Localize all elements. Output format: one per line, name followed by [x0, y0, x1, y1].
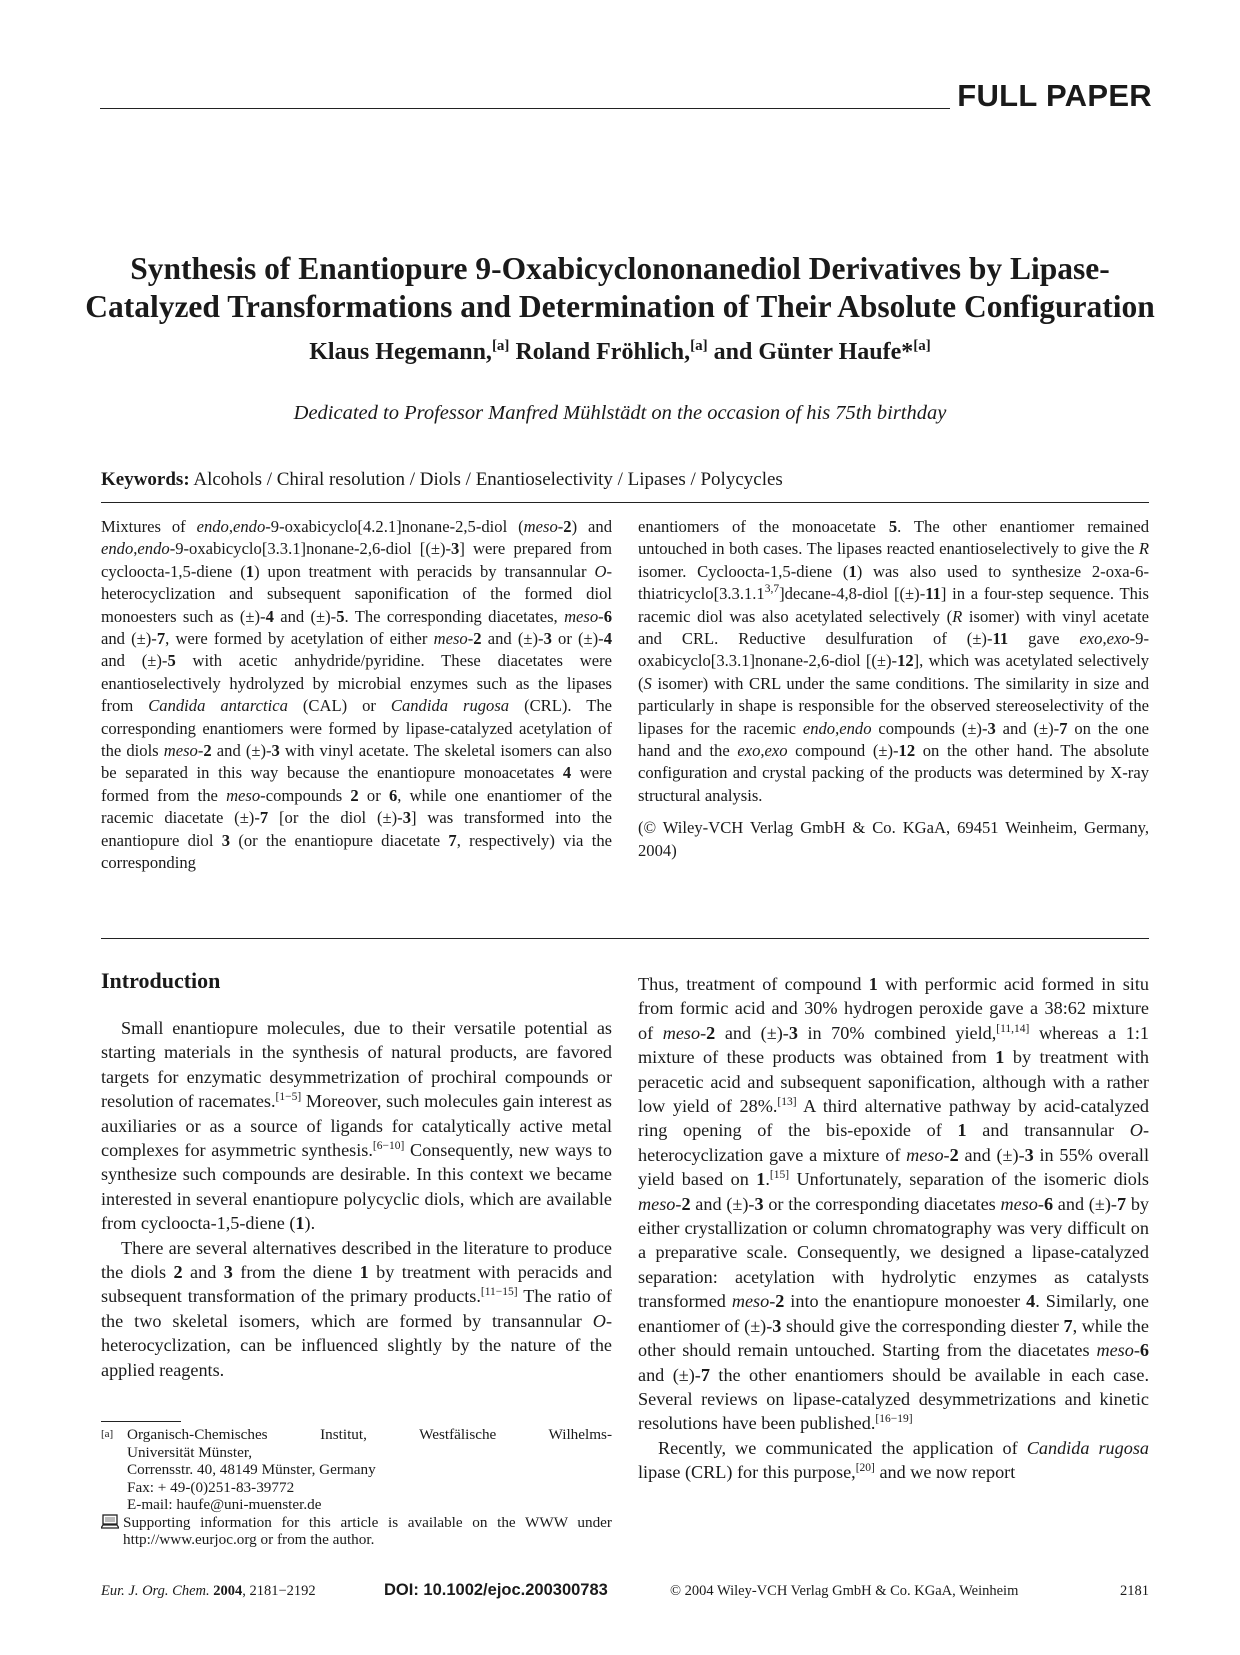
footer-journal: Eur. J. Org. Chem.	[101, 1583, 210, 1599]
author-name: Roland Fröhlich,	[515, 339, 691, 365]
author-name: Klaus Hegemann,	[309, 339, 492, 365]
author-list	[0, 338, 1240, 366]
computer-icon	[101, 1514, 123, 1549]
author-connector: and	[713, 339, 753, 365]
body-paragraph: Thus, treatment of compound 1 with performic acid formed in situ from formic acid and 30% hydrogen peroxide gave a 38:62 mixture of meso-2 and (±)-3 in 70% combined yield,[11,14] whereas a 1:1 mixture of these products was obtained from 1 by treatment with peracetic acid and subsequent saponification, although with a rather low yield of 28%.[13] A third alternative pathway by acid-catalyzed ring opening of the bis-epoxide of 1 and transannular O-heterocyclization gave a mixture of meso-2 and (±)-3 in 55% overall yield based on 1.[15] Unfortunately, separation of the isomeric diols meso-2 and (±)-3 or the corresponding diacetates meso-6 and (±)-7 by either crystallization or column chromatography was very difficult on a preparative scale. Consequently, we designed a lipase-catalyzed separation: acetylation with hydrolytic enzymes as catalysts transformed meso-2 into the enantiopure monoester 4. Similarly, one enantiomer of (±)-3 should give the corresponding diester 7, while the other should remain untouched. Starting from the diacetates meso-6 and (±)-7 the other enantiomers should be available in each case. Several reviews on lipase-catalyzed desymmetrizations and kinetic resolutions have been published.[16−19]	[638, 974, 1150, 1434]
body-paragraph: Small enantiopure molecules, due to their versatile potential as starting materials in the synthesis of natural products, are favored targets for enzymatic desymmetrization of prochiral compounds or resolution of racemates.[1−5] Moreover, such molecules gain interest as auxiliaries or as a source of ligands for catalytically active metal complexes for asymmetric synthesis.[6−10] Consequently, new ways to synthesize such compounds are desirable. In this context we became interested in several enantiopure polycyclic diols, which are available from cycloocta-1,5-diene (1).	[101, 1018, 612, 1234]
abstract-column-left	[101, 516, 612, 875]
article-title	[80, 250, 1160, 326]
footer-copyright: © 2004 Wiley-VCH Verlag GmbH & Co. KGaA, Weinheim	[670, 1583, 1019, 1599]
footnote-line: Corrensstr. 40, 48149 Münster, Germany	[127, 1461, 376, 1478]
footnote-line: Organisch-Chemisches Institut, Westfälische Wilhelms-	[127, 1426, 612, 1443]
abstract-copyright: (© Wiley-VCH Verlag GmbH & Co. KGaA, 69451 Weinheim, Germany, 2004)	[638, 818, 1149, 860]
page-number: 2181	[1120, 1583, 1149, 1599]
dedication: Dedicated to Professor Manfred Mühlstädt on the occasion of his 75th birthday	[293, 402, 947, 424]
abstract-paragraph: enantiomers of the monoacetate 5. The other enantiomer remained untouched in both cases. The lipases reacted enantioselectively to give the R isomer. Cycloocta-1,5-diene (1) was also used to synthesize 2-oxa-6-thiatricyclo[3.3.1.1$^{3,7}$]decane-4,8-diol [(±)-11] in a four-step sequence. This racemic diol was also acetylated selectively (R isomer) with vinyl acetate and CRL. Reductive desulfuration of (±)-11 gave exo,exo-9-oxabicyclo[3.3.1]nonane-2,6-diol [(±)-12], which was acetylated selectively (S isomer) with CRL under the same conditions. The similarity in size and particularly in shape is responsible for the observed stereoselectivity of the lipases for the racemic endo,endo compounds (±)-3 and (±)-7 on the one hand and the exo,exo compound (±)-12 on the other hand. The absolute configuration and crystal packing of the products was determined by X-ray structural analysis.	[638, 517, 1149, 805]
footnote-rule	[101, 1421, 181, 1422]
author-affiliation: [a]	[913, 338, 931, 354]
keywords-label: Keywords:	[101, 469, 190, 490]
footer-year: 2004	[213, 1583, 243, 1599]
footnote-line: E-mail: haufe@uni-muenster.de	[127, 1496, 322, 1513]
keywords-text: Alcohols / Chiral resolution / Diols / Enantioselectivity / Lipases / Polycycles	[193, 469, 783, 490]
footnote-mark: [a]	[101, 1428, 114, 1440]
abstract-paragraph: Mixtures of endo,endo-9-oxabicyclo[4.2.1]nonane-2,5-diol (meso-2) and endo,endo-9-oxabicyclo[3.3.1]nonane-2,6-diol [(±)-3] were prepared from cycloocta-1,5-diene (1) upon treatment with peracids by transannular O-heterocyclization and subsequent saponification of the formed diol monoesters such as (±)-4 and (±)-5. The corresponding diacetates, meso-6 and (±)-7, were formed by acetylation of either meso-2 and (±)-3 or (±)-4 and (±)-5 with acetic anhydride/pyridine. These diacetates were enantioselectively hydrolyzed by microbial enzymes such as the lipases from Candida antarctica (CAL) or Candida rugosa (CRL). The corresponding enantiomers were formed by lipase-catalyzed acetylation of the diols meso-2 and (±)-3 with vinyl acetate. The skeletal isomers can also be separated in this way because the enantiopure monoacetates 4 were formed from the meso-compounds 2 or 6, while one enantiomer of the racemic diacetate (±)-7 [or the diol (±)-3] was transformed into the enantiopure diol 3 (or the enantiopure diacetate 7, respectively) via the corresponding	[101, 517, 613, 873]
header-rule	[100, 108, 950, 109]
abstract-column-right	[638, 516, 1149, 862]
author-name: Günter Haufe*	[758, 339, 914, 365]
title-line-2: Catalyzed Transformations and Determination of Their Absolute Configuration	[85, 289, 1155, 324]
section-heading: Introduction	[101, 968, 221, 993]
footer-pages: , 2181−2192	[242, 1583, 316, 1599]
body-paragraph: Recently, we communicated the application of Candida rugosa lipase (CRL) for this purpose,[20] and we now report	[638, 1437, 1150, 1483]
abstract-rule	[101, 938, 1149, 939]
footer-citation	[101, 1583, 316, 1600]
footnotes	[101, 1426, 612, 1549]
body-paragraph: There are several alternatives described in the literature to produce the diols 2 and 3 from the diene 1 by treatment with peracids and subsequent transformation of the primary products.[11−15] The ratio of the two skeletal isomers, which are formed by transannular O-heterocyclization, can be influenced slightly by the nature of the applied reagents.	[101, 1237, 613, 1380]
footnote-line: Fax: + 49-(0)251-83-39772	[127, 1478, 295, 1496]
author-affiliation: [a]	[491, 338, 510, 354]
footer-doi: DOI: 10.1002/ejoc.200300783	[384, 1581, 608, 1599]
supporting-info-text: Supporting information for this article is available on the WWW under http://www.eurjoc.org or from the author.	[123, 1513, 612, 1548]
section-label: FULL PAPER	[957, 78, 1152, 113]
body-column-right	[638, 972, 1149, 1485]
body-column-left	[101, 1016, 612, 1382]
keywords-rule	[101, 502, 1149, 503]
title-line-1: Synthesis of Enantiopure 9-Oxabicyclononanediol Derivatives by Lipase-	[130, 251, 1110, 286]
page-footer	[101, 1583, 1149, 1603]
affiliation-footnote	[101, 1426, 612, 1514]
supporting-info-footnote	[101, 1514, 612, 1549]
keywords	[101, 469, 783, 491]
author-affiliation: [a]	[690, 338, 708, 354]
footnote-line: Universität Münster,	[127, 1443, 253, 1461]
